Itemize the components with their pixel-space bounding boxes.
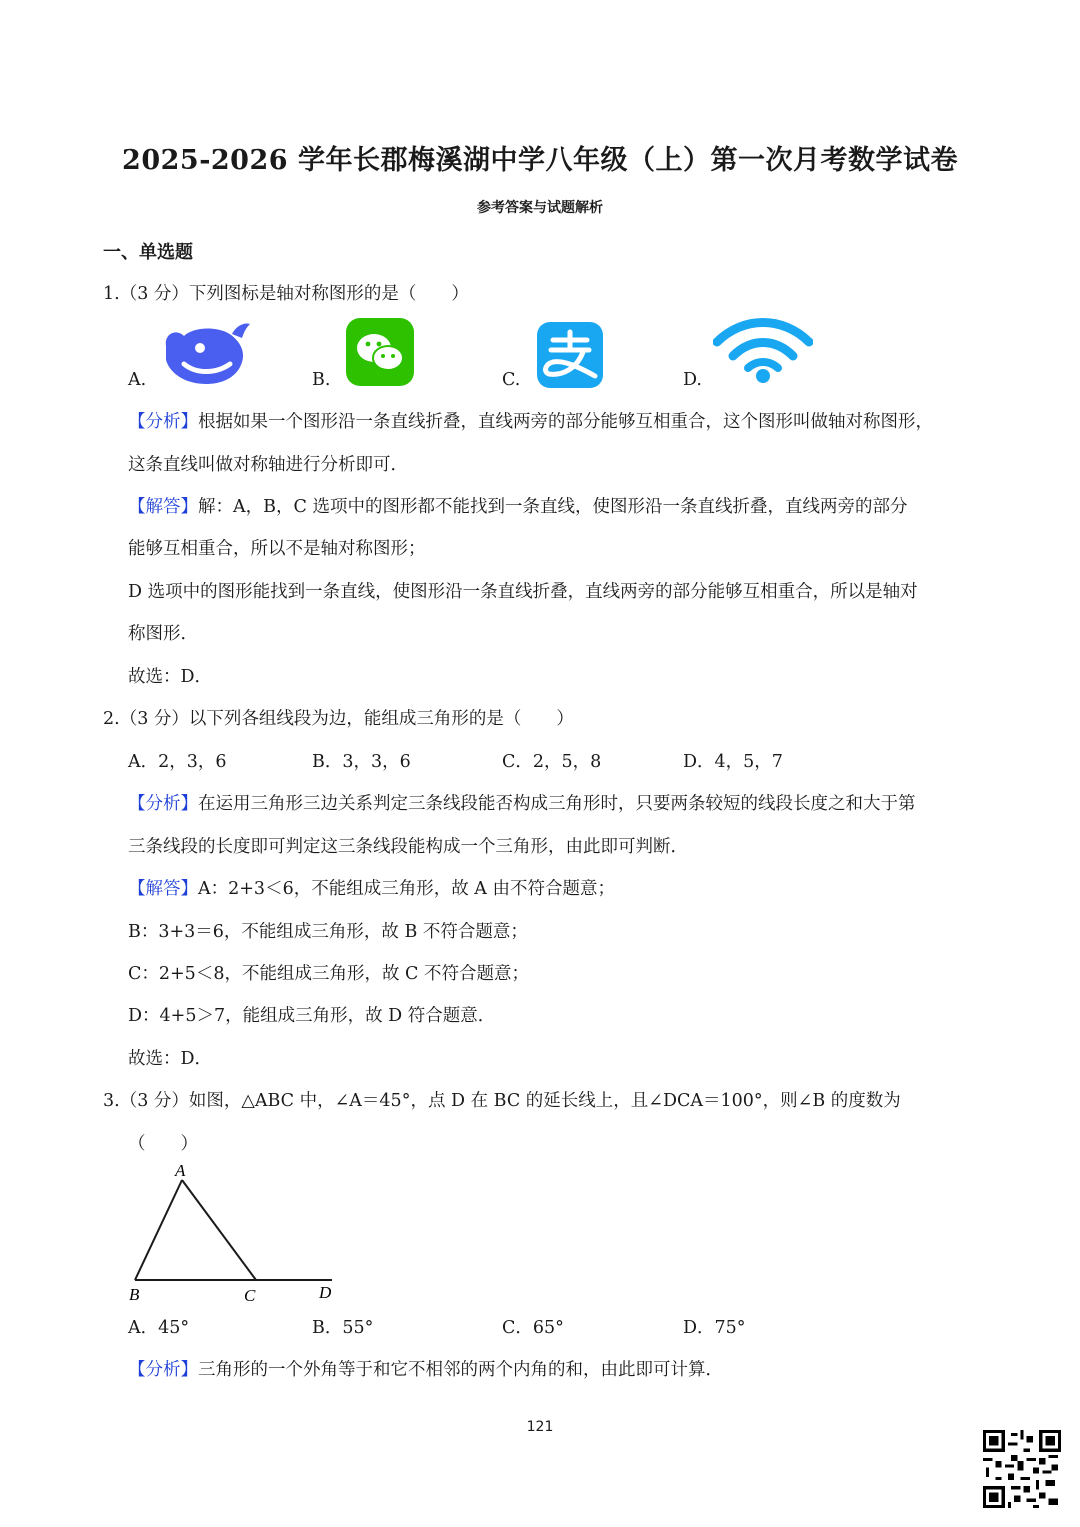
side-ac [182,1180,256,1280]
q2-answer-line-1: 【解答】A：2+3＜6，不能组成三角形，故 A 由不符合题意； [128,879,615,899]
label-d: D [319,1283,332,1302]
label-b: B [129,1285,140,1304]
q2-analysis-line-2: 三条线段的长度即可判定这三条线段能构成一个三角形，由此即可判断． [128,837,688,857]
side-ab [135,1180,182,1280]
q1-analysis-line-2: 这条直线叫做对称轴进行分析即可． [128,455,408,475]
q2-option-c: C．2，5，8 [502,752,602,772]
q1-option-b: B. [312,370,331,390]
answer-tag: 【解答】 [128,879,198,899]
qr-code-icon [983,1430,1061,1508]
page-number: 121 [526,1419,554,1435]
wifi-icon [713,318,813,384]
q1-answer-line-4: 称图形． [128,624,198,644]
label-a: A [175,1161,186,1180]
analysis-tag: 【分析】 [128,412,198,432]
q2-choice: 故选：D． [128,1049,213,1069]
q2-answer-line-3: C：2+5＜8，不能组成三角形，故 C 不符合题意； [128,964,529,984]
q2-option-b: B．3，3，6 [312,752,411,772]
q3-option-d: D．75° [683,1318,746,1338]
whale-logo-icon [160,320,252,388]
label-c: C [244,1286,256,1305]
q1-option-a: A. [128,370,147,390]
q2-option-d: D．4，5，7 [683,752,783,772]
q1-answer-line-2: 能够互相重合，所以不是轴对称图形； [128,539,426,559]
analysis-tag: 【分析】 [128,1360,198,1380]
q3-option-b: B．55° [312,1318,374,1338]
section-heading: 一、单选题 [103,242,193,263]
wechat-logo-icon [346,318,414,386]
q2-stem: 2.（3 分）以下列各组线段为边，能组成三角形的是（ ） [103,709,574,729]
q1-choice: 故选：D． [128,667,213,687]
q2-answer-line-2: B：3+3＝6，不能组成三角形，故 B 不符合题意； [128,922,528,942]
page-title: 2025-2026 学年长郡梅溪湖中学八年级（上）第一次月考数学试卷 [122,145,958,176]
q1-option-d: D. [683,370,702,390]
page-subtitle: 参考答案与试题解析 [477,200,603,216]
q1-stem: 1.（3 分）下列图标是轴对称图形的是（ ） [103,284,469,304]
q1-answer-line-1: 【解答】解：A，B，C 选项中的图形都不能找到一条直线，使图形沿一条直线折叠，直线两旁的部分 [128,497,908,517]
answer-tag: 【解答】 [128,497,198,517]
q3-stem-line-1: 3.（3 分）如图，△ABC 中，∠A＝45°，点 D 在 BC 的延长线上，且∠DCA＝100°，则∠B 的度数为 [103,1091,901,1111]
q2-option-a: A．2，3，6 [128,752,227,772]
q1-analysis-line-1: 【分析】根据如果一个图形沿一条直线折叠，直线两旁的部分能够互相重合，这个图形叫做轴对称图形， [128,412,933,432]
q1-option-c: C. [502,370,521,390]
q2-answer-line-4: D：4+5＞7，能组成三角形，故 D 符合题意． [128,1006,496,1026]
triangle-figure [120,1158,350,1308]
q3-option-c: C．65° [502,1318,564,1338]
q3-option-a: A．45° [128,1318,190,1338]
q3-analysis-line-1: 【分析】三角形的一个外角等于和它不相邻的两个内角的和，由此即可计算． [128,1360,723,1380]
q2-analysis-line-1: 【分析】在运用三角形三边关系判定三条线段能否构成三角形时，只要两条较短的线段长度之和大于第 [128,794,916,814]
q1-answer-line-3: D 选项中的图形能找到一条直线，使图形沿一条直线折叠，直线两旁的部分能够互相重合，所以是轴对 [128,582,918,602]
alipay-logo-icon [537,322,603,388]
analysis-tag: 【分析】 [128,794,198,814]
q3-stem-line-2: （ ） [128,1134,198,1154]
